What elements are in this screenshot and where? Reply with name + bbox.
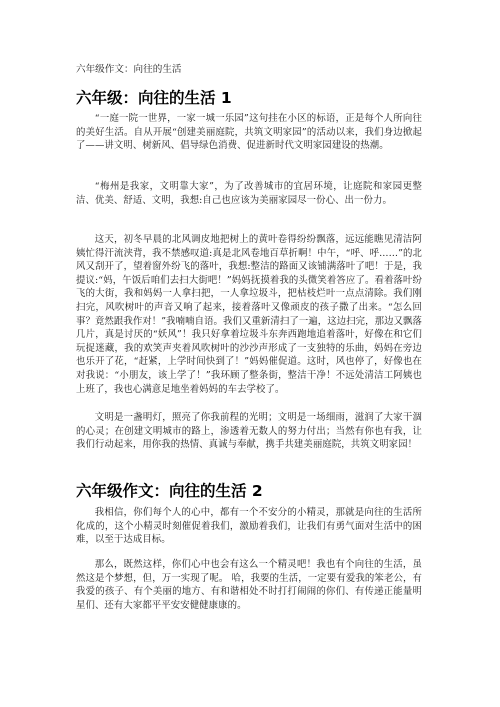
section-1-paragraph-1: “一庭一院一世界，一家一城一乐园”这句挂在小区的标语，正是每个人所向往的美好生活。自从开展“创建美丽庭院，共筑文明家园”的活动以来，我们身边掀起了——讲文明、树新风、倡导绿色消费、促进新时代文明家园建设的热潮。 bbox=[76, 113, 422, 152]
section-1-paragraph-2: “梅州是我家，文明靠大家”，为了改善城市的宜居环境，让庭院和家园更整洁、优美、舒适、文明，我想:自己也应该为美丽家园尽一份心、出一份力。 bbox=[76, 181, 422, 206]
section-1-paragraph-3: 这天，初冬早晨的北风调皮地把树上的黄叶卷得纷纷飘落，远远能瞧见清洁阿姨忙得汗流浃背，我不禁感叹道:真是北风卷地百草折啊！中午，“呼、呼……”的北风又刮开了，望着窗外纷飞的落叶，我想:整洁的路面又该铺满落叶了吧！于是，我提议:“妈，午饭后咱们去扫大街吧！”妈妈抚摸着我的头微笑着答应了。看着落叶纷飞的大街，我和妈妈一人拿扫把，一人拿垃圾斗，把枯枝烂叶一点点清除。我们刚扫完，风吹树叶的声音又响了起来，接着落叶又像顽皮的孩子撒了出来。“怎么回事？竟然跟我作对！”我喃喃自语。我们又重新清扫了一遍，这边扫完，那边又飘落几片，真是讨厌的“妖风”！我只好拿着垃圾斗东奔西跑地追着落叶，好像在和它们玩捉迷藏，我的欢笑声夹着风吹树叶的沙沙声形成了一支独特的乐曲，妈妈在旁边也乐开了花，“赶紧，上学时间快到了！”妈妈催促道。这时，风也停了，好像也在对我说：“小朋友，该上学了！”我环顾了整条街，整洁干净！不远处清洁工阿姨也上班了，我也心满意足地坐着妈妈的车去学校了。 bbox=[76, 234, 422, 395]
section-1-paragraph-4: 文明是一盏明灯，照亮了你我前程的光明；文明是一场细雨，滋润了大家干涸的心灵；在创建文明城市的路上，渗透着无数人的努力付出；当然有你也有我，让我们行动起来，用你我的热情、真诚与奉献，携手共建美丽庭院，共筑文明家园！ bbox=[76, 412, 422, 451]
document-header: 六年级作文：向往的生活 bbox=[76, 64, 182, 75]
section-2-paragraph-2: 那么，既然这样，你们心中也会有这么一个精灵吧！我也有个向往的生活，虽然这是个梦想，但，万一实现了呢。 哈，我要的生活，一定要有爱我的笨老公，有我爱的孩子、有个美丽的地方、有和谐相处不时打打闹闹的你们、有传递正能量明星们、还有大家都平平安安健健康康的。 bbox=[76, 559, 422, 611]
section-2-paragraph-1: 我相信，你们每个人的心中，都有一个不安分的小精灵，那就是向往的生活所化成的，这个小精灵时刻催促着我们，激励着我们，让我们有勇气面对生活中的困难，以至于达成目标。 bbox=[76, 507, 422, 546]
section-2-heading: 六年级作文：向往的生活 2 bbox=[76, 482, 263, 500]
section-1-heading: 六年级：向往的生活 1 bbox=[76, 89, 232, 107]
